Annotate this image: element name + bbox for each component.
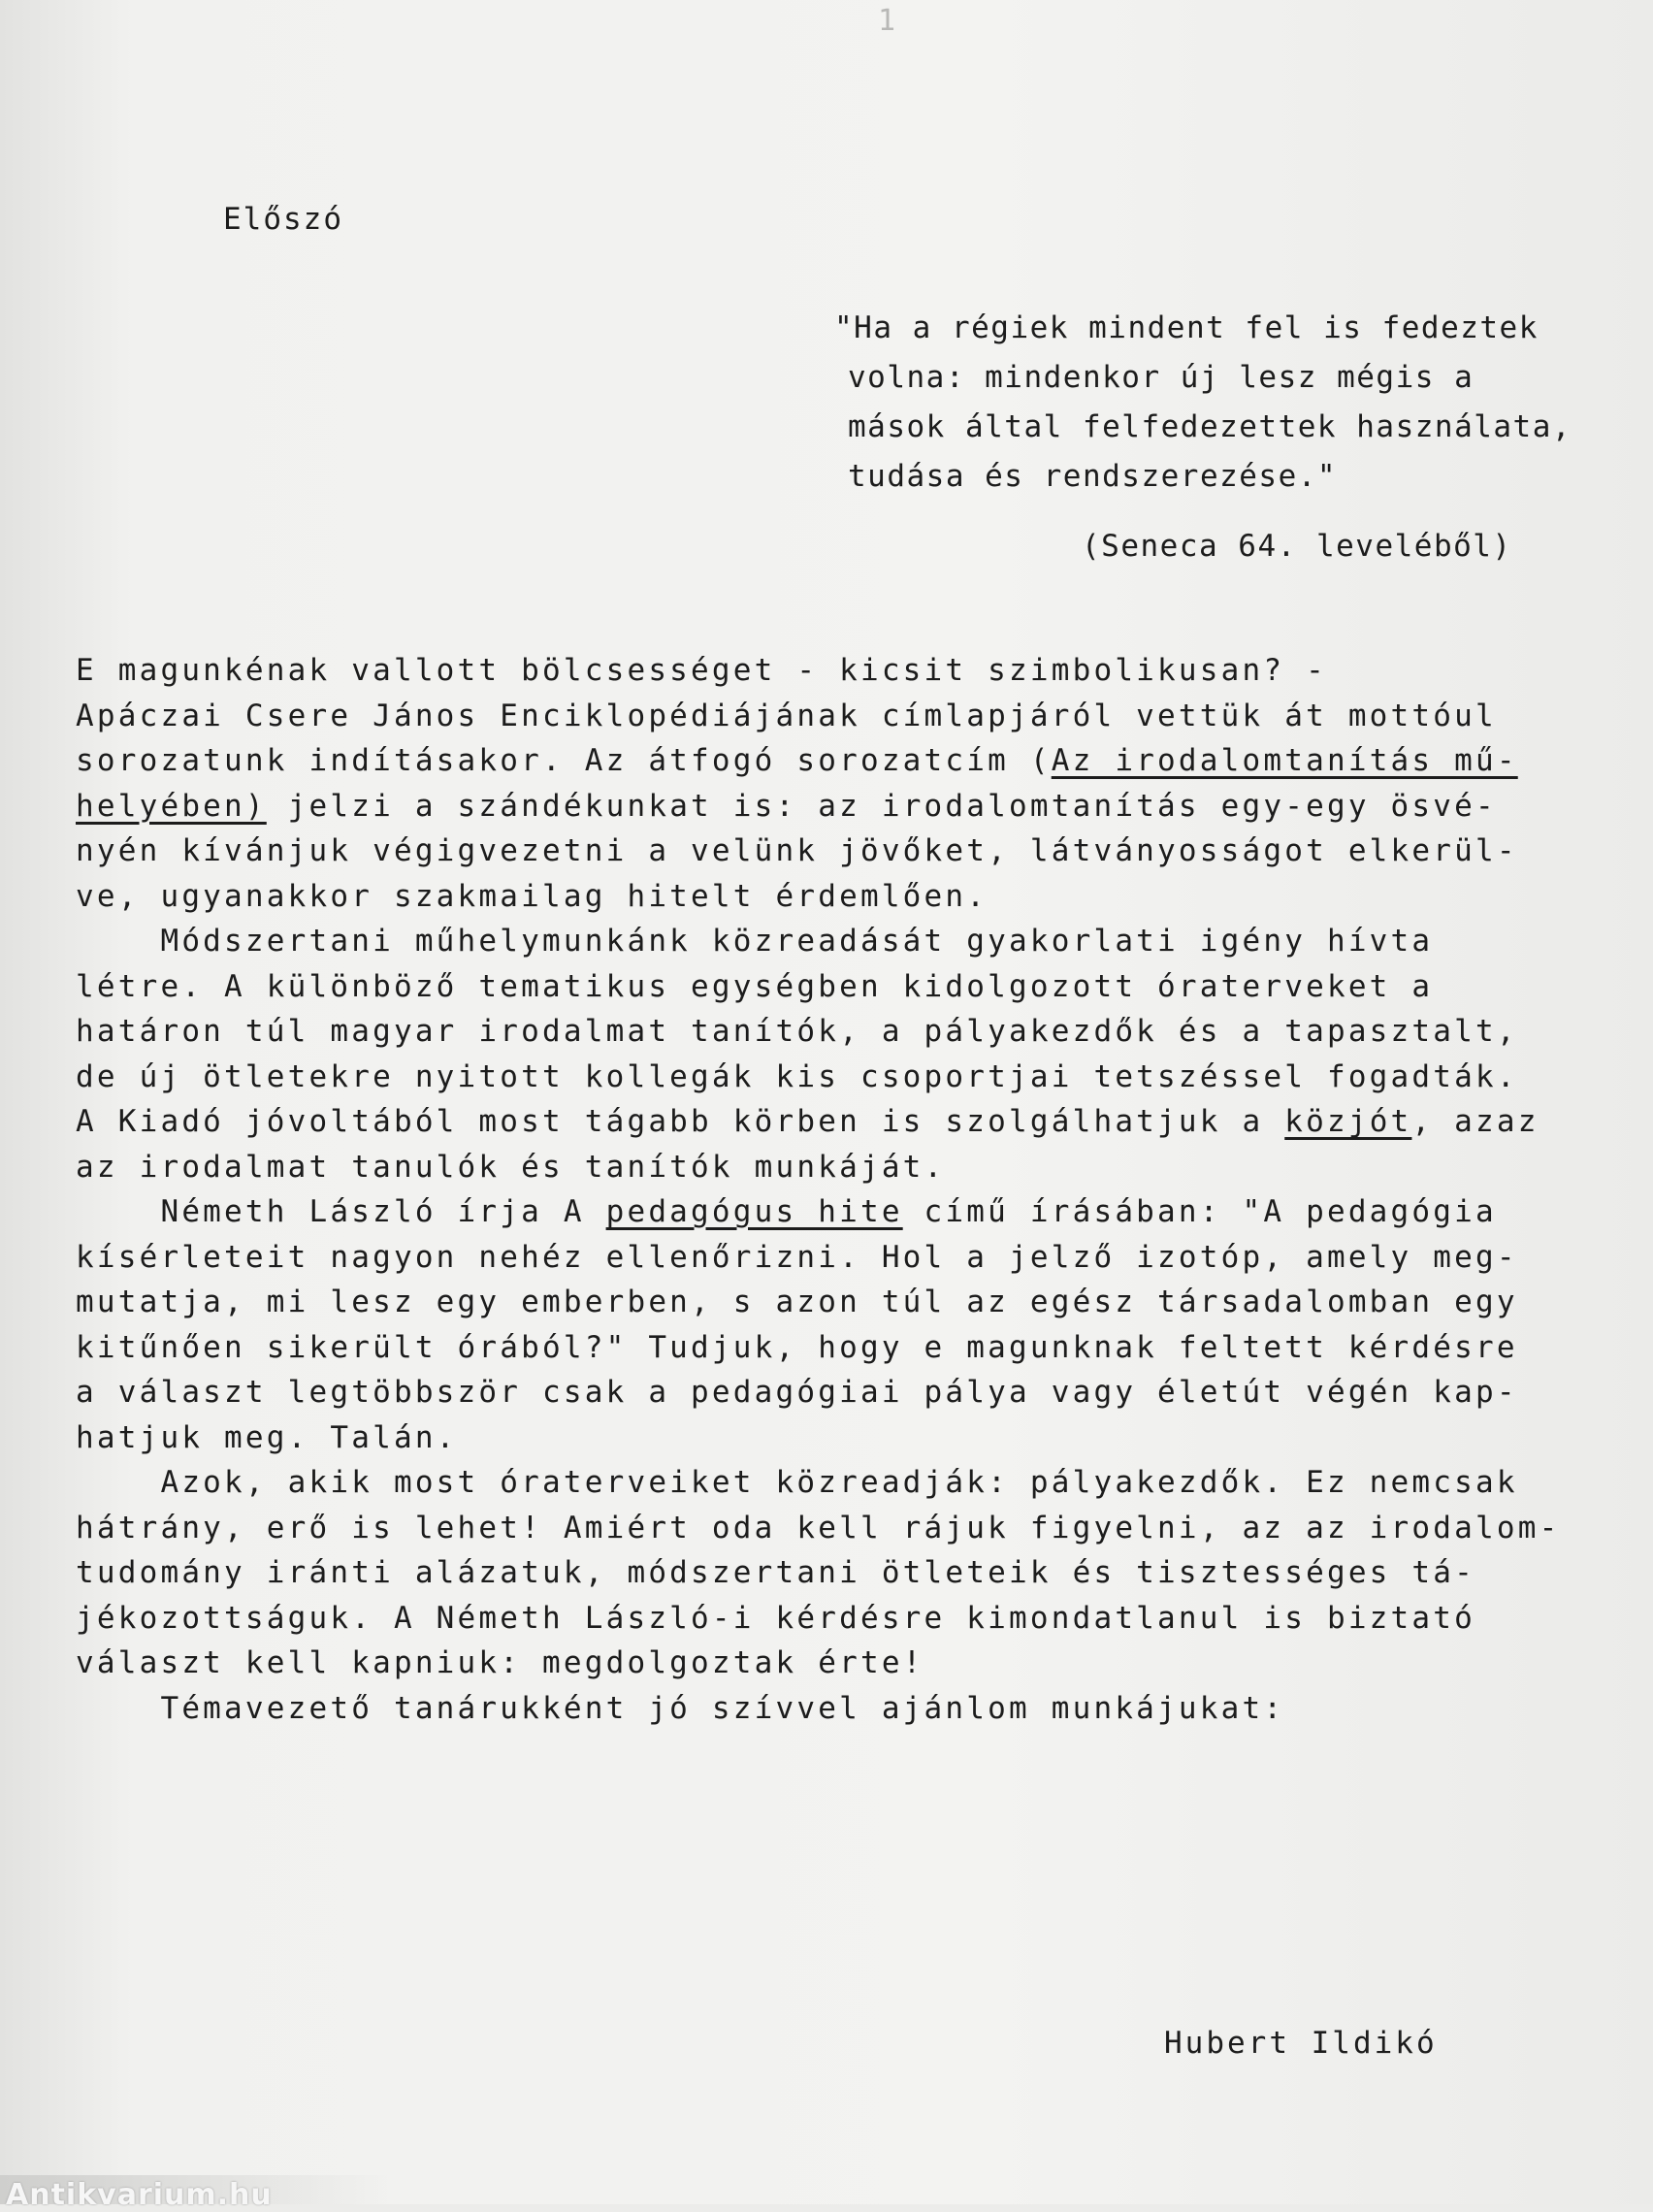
text-line: Azok, akik most óraterveiket közreadják: pályakezdők. Ez nemcsak: [76, 1465, 1518, 1500]
text-line: ve, ugyanakkor szakmailag hitelt érdemlően.: [76, 878, 989, 914]
text-span: című írásában: "A pedagógia: [902, 1194, 1497, 1229]
text-line: hátrány, erő is lehet! Amiért oda kell rájuk figyelni, az az irodalom-: [76, 1510, 1561, 1545]
emphasis-word: közjót: [1284, 1104, 1412, 1139]
page-title: Előszó: [223, 202, 343, 237]
text-line: létre. A különböző tematikus egységben kidolgozott óraterveket a: [76, 968, 1434, 1004]
text-line: [76, 738, 1637, 784]
text-span: , azaz: [1411, 1104, 1540, 1139]
text-span: A Kiadó jóvoltából most tágabb körben is szolgálhatjuk a: [76, 1104, 1285, 1139]
cited-title: pedagógus hite: [605, 1194, 903, 1229]
text-line: [76, 1189, 1637, 1235]
text-line: [76, 784, 1637, 830]
text-line: jékozottságuk. A Németh László-i kérdésre kimondatlanul is biztató: [76, 1600, 1475, 1636]
motto-line: volna: mindenkor új lesz mégis a: [848, 360, 1475, 395]
text-line: E magunkénak vallott bölcsességet - kicsit szimbolikusan? -: [76, 653, 1327, 688]
motto-line: "Ha a régiek mindent fel is fedeztek: [834, 310, 1539, 345]
text-line: Apáczai Csere János Enciklopédiájának címlapjáról vettük át mottóul: [76, 698, 1497, 733]
text-span: sorozatunk indításakor. Az átfogó sorozatcím (: [76, 743, 1052, 778]
watermark-text: Antikvarium.hu: [6, 2178, 273, 2212]
text-line: hatjuk meg. Talán.: [76, 1419, 458, 1455]
page-number: 1: [878, 4, 896, 38]
series-title: Az irodalomtanítás mű-: [1051, 743, 1518, 778]
text-line: kitűnően sikerült órából?" Tudjuk, hogy e magunknak feltett kérdésre: [76, 1329, 1518, 1365]
text-line: de új ötletekre nyitott kollegák kis csoportjai tetszéssel fogadták.: [76, 1058, 1518, 1094]
text-line: határon túl magyar irodalmat tanítók, a pályakezdők és a tapasztalt,: [76, 1014, 1518, 1049]
text-line: a választ legtöbbször csak a pedagógiai pálya vagy életút végén kap-: [76, 1375, 1518, 1410]
text-line: nyén kívánjuk végigvezetni a velünk jövőket, látványosságot elkerül-: [76, 833, 1518, 868]
text-line: az irodalmat tanulók és tanítók munkáját.: [76, 1149, 946, 1185]
motto-line: mások által felfedezettek használata,: [848, 409, 1572, 444]
series-title: helyében): [76, 788, 267, 824]
body-text: [76, 648, 1637, 1731]
text-line: tudomány iránti alázatuk, módszertani ötleteik és tisztességes tá-: [76, 1555, 1475, 1590]
text-line: kísérleteit nagyon nehéz ellenőrizni. Hol a jelző izotóp, amely meg-: [76, 1239, 1518, 1275]
text-line: Témavezető tanárukként jó szívvel ajánlom munkájukat:: [76, 1690, 1285, 1726]
text-line: Módszertani műhelymunkánk közreadását gyakorlati igény hívta: [76, 924, 1434, 959]
text-line: [76, 1099, 1637, 1145]
watermark: [0, 2175, 388, 2212]
text-line: választ kell kapniuk: megdolgoztak érte!: [76, 1645, 924, 1680]
signature: Hubert Ildikó: [1164, 2026, 1438, 2061]
text-span: jelzi a szándékunkat is: az irodalomtanítás egy-egy ösvé-: [266, 788, 1497, 824]
text-line: mutatja, mi lesz egy emberben, s azon túl az egész társadalomban egy: [76, 1285, 1518, 1319]
text-span: Németh László írja A: [76, 1194, 606, 1229]
motto-line: tudása és rendszerezése.": [848, 459, 1338, 494]
motto-quote: [834, 304, 1630, 502]
motto-source: (Seneca 64. leveléből): [1082, 529, 1512, 564]
